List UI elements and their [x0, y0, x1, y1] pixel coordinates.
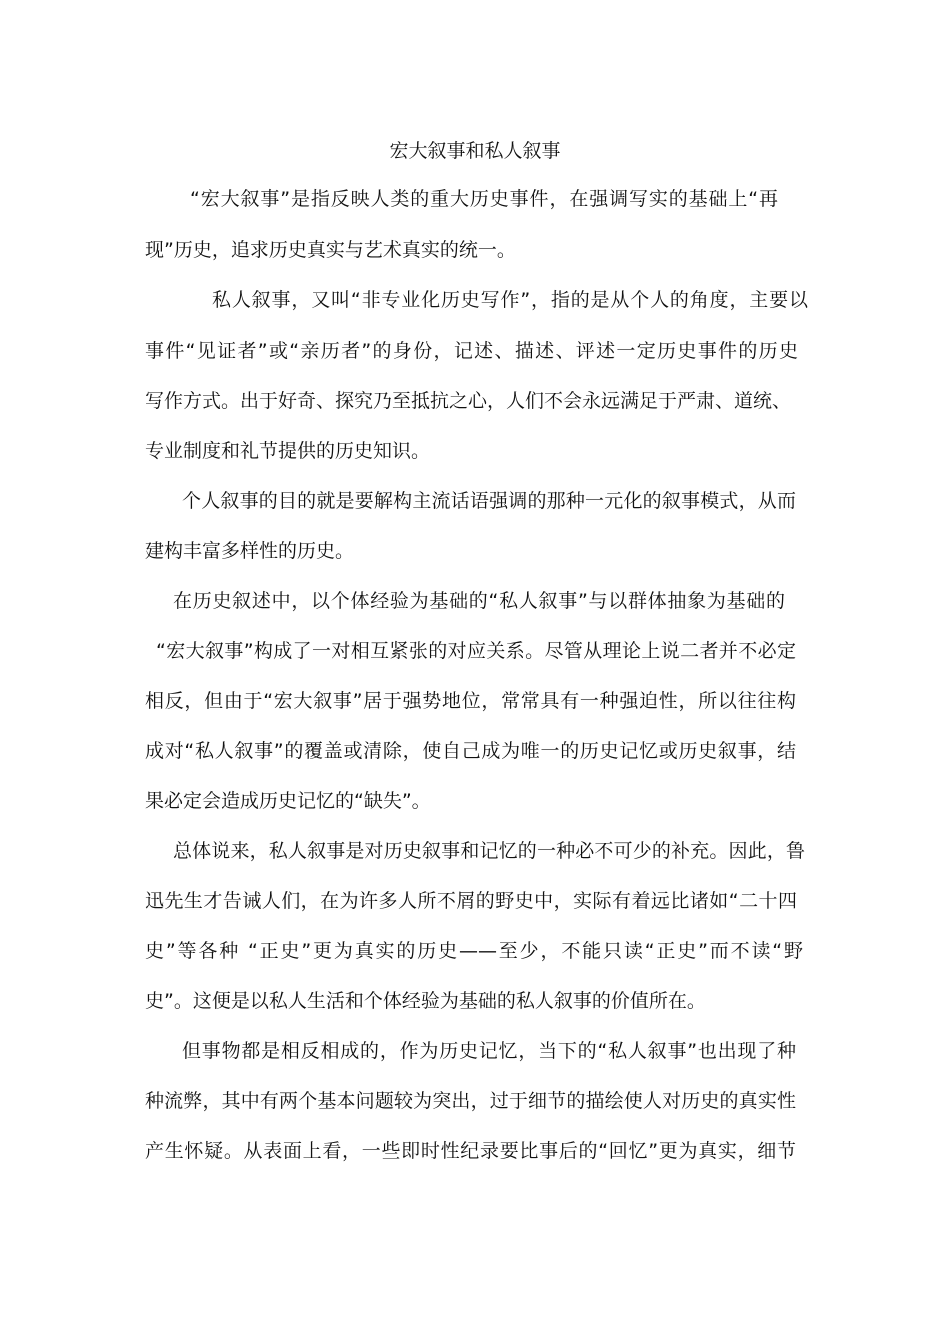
paragraph-2-line-4: 专业制度和礼节提供的历史知识。 [145, 440, 431, 462]
paragraph-2-line-2: 事件“见证者”或“亲历者”的身份，记述、描述、评述一定历史事件的历史 [145, 340, 798, 362]
paragraph-4-line-4: 成对“私人叙事”的覆盖或清除，使自己成为唯一的历史记忆或历史叙事，结 [145, 740, 796, 762]
paragraph-6-line-3: 产生怀疑。从表面上看，一些即时性纪录要比事后的“回忆”更为真实，细节 [145, 1140, 796, 1162]
paragraph-3-line-1: 个人叙事的目的就是要解构主流话语强调的那种一元化的叙事模式，从而 [182, 490, 796, 512]
paragraph-5-line-1: 总体说来，私人叙事是对历史叙事和记忆的一种必不可少的补充。因此，鲁 [173, 840, 805, 862]
paragraph-3-line-2: 建构丰富多样性的历史。 [145, 540, 355, 562]
paragraph-5-line-3: 史”等各种 “正史”更为真实的历史——至少，不能只读“正史”而不读“野 [145, 940, 803, 962]
paragraph-6-line-1: 但事物都是相反相成的，作为历史记忆，当下的“私人叙事”也出现了种 [182, 1040, 796, 1062]
paragraph-2-line-3: 写作方式。出于好奇、探究乃至抵抗之心，人们不会永远满足于严肃、道统、 [145, 390, 792, 412]
paragraph-1-line-1: “宏大叙事”是指反映人类的重大历史事件，在强调写实的基础上“再 [190, 188, 778, 210]
document-title: 宏大叙事和私人叙事 [389, 140, 561, 162]
paragraph-2-line-1: 私人叙事，又叫“非专业化历史写作”，指的是从个人的角度，主要以 [212, 289, 808, 311]
paragraph-4-line-3: 相反，但由于“宏大叙事”居于强势地位，常常具有一种强迫性，所以往往构 [145, 690, 796, 712]
paragraph-6-line-2: 种流弊，其中有两个基本问题较为突出，过于细节的描绘使人对历史的真实性 [145, 1090, 796, 1112]
paragraph-4-line-5: 果必定会造成历史记忆的“缺失”。 [145, 790, 431, 812]
paragraph-4-line-2: “宏大叙事”构成了一对相互紧张的对应关系。尽管从理论上说二者并不必定 [156, 640, 796, 662]
paragraph-5-line-4: 史”。这便是以私人生活和个体经验为基础的私人叙事的价值所在。 [145, 990, 706, 1012]
paragraph-5-line-2: 迅先生才告诫人们，在为许多人所不屑的野史中，实际有着远比诸如“二十四 [145, 890, 797, 912]
paragraph-1-line-2: 现”历史，追求历史真实与艺术真实的统一。 [145, 239, 516, 261]
paragraph-4-line-1: 在历史叙述中，以个体经验为基础的“私人叙事”与以群体抽象为基础的 [173, 590, 785, 612]
